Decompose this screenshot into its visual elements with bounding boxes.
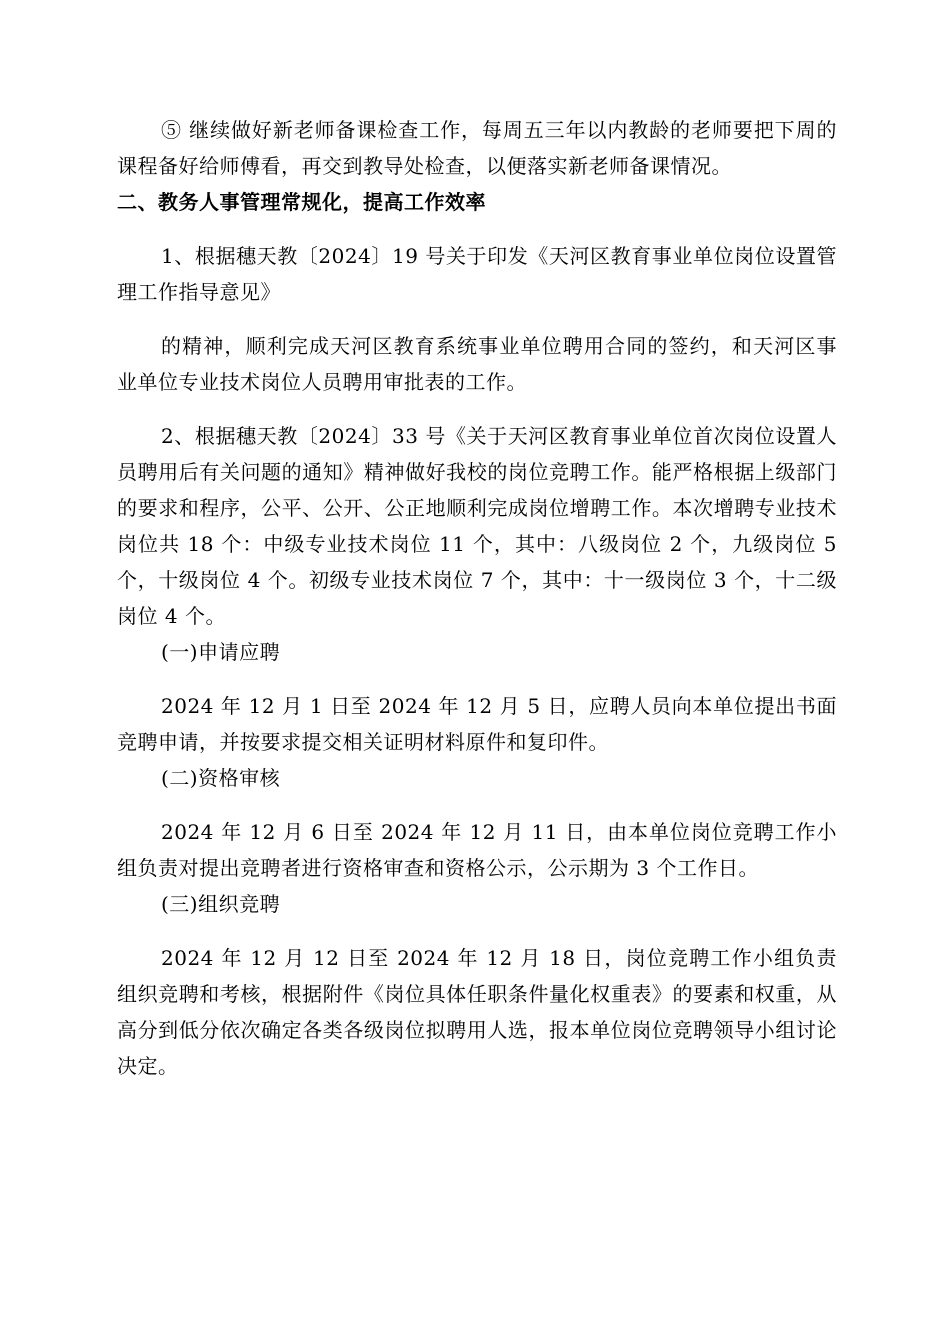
paragraph-document-19: 1、根据穗天教〔2024〕19 号关于印发《天河区教育事业单位岗位设置管理工作指导意见》 [117, 244, 837, 304]
subheading-organize-competition: (三)组织竞聘 [161, 892, 281, 916]
subheading-application: (一)申请应聘 [161, 640, 281, 664]
document-page [117, 112, 837, 1084]
paragraph-contract-signing: 的精神，顺利完成天河区教育系统事业单位聘用合同的签约，和天河区事业单位专业技术岗位人员聘用审批表的工作。 [117, 334, 837, 394]
paragraph-new-teacher-lesson-check: ⑤ 继续做好新老师备课检查工作，每周五三年以内教龄的老师要把下周的课程备好给师傅看，再交到教导处检查，以便落实新老师备课情况。 [117, 118, 837, 178]
section-heading-personnel-management: 二、教务人事管理常规化，提高工作效率 [117, 190, 486, 214]
paragraph-application-period: 2024 年 12 月 1 日至 2024 年 12 月 5 日，应聘人员向本单位提出书面竞聘申请，并按要求提交相关证明材料原件和复印件。 [117, 694, 837, 754]
subheading-qualification-review: (二)资格审核 [161, 766, 281, 790]
paragraph-review-period: 2024 年 12 月 6 日至 2024 年 12 月 11 日，由本单位岗位竞聘工作小组负责对提出竞聘者进行资格审查和资格公示，公示期为 3 个工作日。 [117, 820, 837, 880]
paragraph-competition-period: 2024 年 12 月 12 日至 2024 年 12 月 18 日，岗位竞聘工作小组负责组织竞聘和考核，根据附件《岗位具体任职条件量化权重表》的要素和权重，从高分到低分依次确定各类各级岗位拟聘用人选，报本单位岗位竞聘领导小组讨论决定。 [117, 946, 837, 1078]
paragraph-document-33: 2、根据穗天教〔2024〕33 号《关于天河区教育事业单位首次岗位设置人员聘用后有关问题的通知》精神做好我校的岗位竞聘工作。能严格根据上级部门的要求和程序，公平、公开、公正地顺利完成岗位增聘工作。本次增聘专业技术岗位共 18 个：中级专业技术岗位 11 个，其中：八级岗位 2 个，九级岗位 5 个，十级岗位 4 个。初级专业技术岗位 7 个，其中：十一级岗位 3 个，十二级岗位 4 个。 [117, 424, 837, 628]
